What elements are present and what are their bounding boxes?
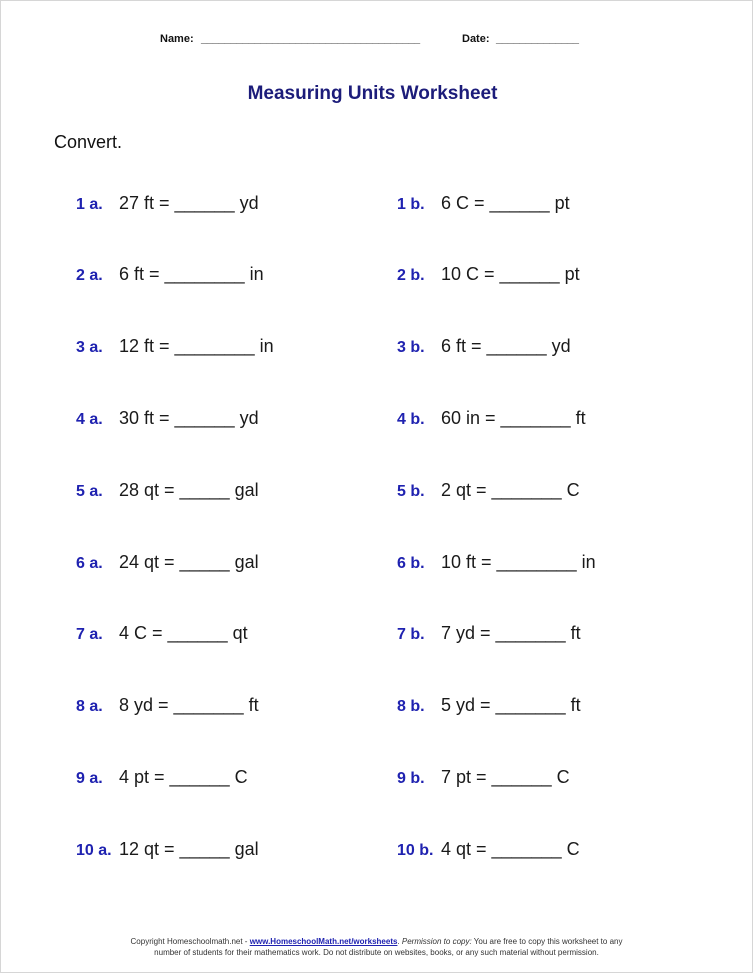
problem-10b bbox=[397, 839, 580, 860]
problem-number: 4 b. bbox=[397, 411, 425, 428]
problem-8b bbox=[397, 695, 581, 716]
problem-number: 7 a. bbox=[76, 626, 103, 643]
problem-number: 10 b. bbox=[397, 842, 434, 859]
problem-8a bbox=[76, 695, 259, 716]
problem-text: 2 qt = _______ C bbox=[441, 480, 580, 500]
problem-text: 6 ft = ________ in bbox=[119, 264, 264, 284]
problem-7a bbox=[76, 623, 248, 644]
footer-permission-text: You are free to copy this worksheet to any bbox=[471, 937, 623, 946]
problem-text: 27 ft = ______ yd bbox=[119, 193, 259, 213]
footer-site-link[interactable]: www.HomeschoolMath.net/worksheets bbox=[249, 937, 398, 946]
problem-text: 6 C = ______ pt bbox=[441, 193, 570, 213]
problem-number: 7 b. bbox=[397, 626, 425, 643]
date-blank: ______________ bbox=[496, 33, 579, 45]
problem-text: 8 yd = _______ ft bbox=[119, 695, 259, 715]
problem-number: 8 b. bbox=[397, 698, 425, 715]
problem-text: 7 pt = ______ C bbox=[441, 767, 570, 787]
problem-5b bbox=[397, 480, 580, 501]
problem-text: 12 qt = _____ gal bbox=[119, 839, 259, 859]
footer-line-2: number of students for their mathematics work. Do not distribute on websites, books, or any such material without permission. bbox=[154, 948, 599, 957]
worksheet-title: Measuring Units Worksheet bbox=[247, 83, 498, 104]
problem-3b bbox=[397, 336, 571, 357]
problem-6b bbox=[397, 552, 596, 573]
name-label: Name: bbox=[160, 33, 194, 45]
problem-10a bbox=[76, 839, 259, 860]
footer-line-1: Copyright Homeschoolmath.net - www.HomeschoolMath.net/worksheets. Permission to copy: You are free to copy this worksheet to any bbox=[130, 937, 623, 946]
problem-number: 4 a. bbox=[76, 411, 103, 428]
problem-number: 2 b. bbox=[397, 267, 425, 284]
problem-number: 5 b. bbox=[397, 483, 425, 500]
problem-number: 8 a. bbox=[76, 698, 103, 715]
problem-text: 5 yd = _______ ft bbox=[441, 695, 581, 715]
problem-text: 6 ft = ______ yd bbox=[441, 336, 571, 356]
footer-permission-label: Permission to copy: bbox=[401, 937, 472, 946]
problem-number: 3 a. bbox=[76, 339, 103, 356]
problem-text: 12 ft = ________ in bbox=[119, 336, 274, 356]
problem-3a bbox=[76, 336, 274, 357]
instruction: Convert. bbox=[54, 132, 123, 152]
date-label: Date: bbox=[462, 33, 490, 45]
problem-text: 10 C = ______ pt bbox=[441, 264, 580, 284]
problem-number: 6 b. bbox=[397, 555, 425, 572]
problem-9a bbox=[76, 767, 248, 788]
problem-text: 10 ft = ________ in bbox=[441, 552, 596, 572]
problem-number: 9 b. bbox=[397, 770, 425, 787]
problem-text: 4 C = ______ qt bbox=[119, 623, 248, 643]
problem-number: 5 a. bbox=[76, 483, 103, 500]
footer-copyright: Copyright Homeschoolmath.net - bbox=[130, 937, 250, 946]
problem-number: 6 a. bbox=[76, 555, 103, 572]
problem-number: 2 a. bbox=[76, 267, 103, 284]
problem-text: 4 qt = _______ C bbox=[441, 839, 580, 859]
problem-text: 30 ft = ______ yd bbox=[119, 408, 259, 428]
problem-4a bbox=[76, 408, 259, 429]
problem-text: 28 qt = _____ gal bbox=[119, 480, 259, 500]
problem-number: 10 a. bbox=[76, 842, 112, 859]
problem-1a bbox=[76, 193, 259, 214]
name-blank: _____________________________________ bbox=[201, 33, 420, 45]
problem-number: 9 a. bbox=[76, 770, 103, 787]
problem-text: 60 in = _______ ft bbox=[441, 408, 586, 428]
footer bbox=[0, 936, 753, 958]
problem-2a bbox=[76, 264, 264, 285]
problem-text: 7 yd = _______ ft bbox=[441, 623, 581, 643]
problem-7b bbox=[397, 623, 581, 644]
problem-4b bbox=[397, 408, 586, 429]
problem-2b bbox=[397, 264, 580, 285]
problem-number: 3 b. bbox=[397, 339, 425, 356]
problem-number: 1 b. bbox=[397, 196, 425, 213]
problem-text: 24 qt = _____ gal bbox=[119, 552, 259, 572]
problem-5a bbox=[76, 480, 259, 501]
problem-1b bbox=[397, 193, 570, 214]
problem-text: 4 pt = ______ C bbox=[119, 767, 248, 787]
problem-9b bbox=[397, 767, 570, 788]
problem-6a bbox=[76, 552, 259, 573]
problem-number: 1 a. bbox=[76, 196, 103, 213]
